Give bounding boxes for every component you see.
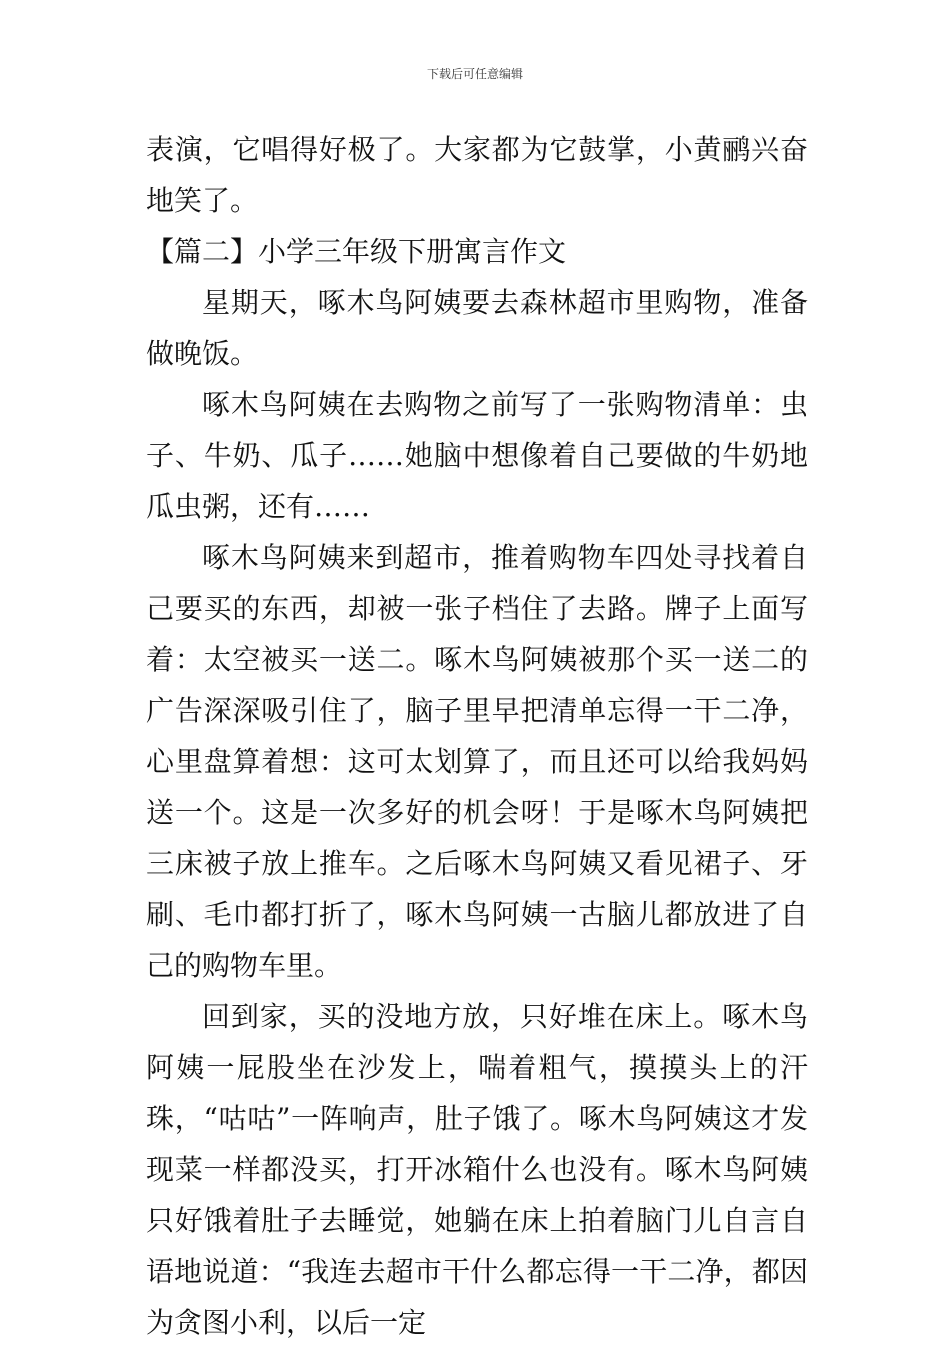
paragraph: 星期天，啄木鸟阿姨要去森林超市里购物，准备做晚饭。 xyxy=(146,286,808,370)
paragraph: 啄木鸟阿姨在去购物之前写了一张购物清单：虫子、牛奶、瓜子……她脑中想像着自己要做的牛奶地瓜虫粥，还有…… xyxy=(146,388,808,523)
document-body xyxy=(146,124,808,1348)
paragraph-continuation: 表演，它唱得好极了。大家都为它鼓掌，小黄鹂兴奋地笑了。 xyxy=(146,133,808,217)
paragraph: 回到家，买的没地方放，只好堆在床上。啄木鸟阿姨一屁股坐在沙发上，喘着粗气，摸摸头上的汗珠，“咕咕”一阵响声，肚子饿了。啄木鸟阿姨这才发现菜一样都没买，打开冰箱什么也没有。啄木鸟阿姨只好饿着肚子去睡觉，她躺在床上拍着脑门儿自言自语地说道：“我连去超市干什么都忘得一干二净，都因为贪图小利，以后一定 xyxy=(146,1000,808,1339)
paragraph: 啄木鸟阿姨来到超市，推着购物车四处寻找着自己要买的东西，却被一张子档住了去路。牌子上面写着：太空被买一送二。啄木鸟阿姨被那个买一送二的广告深深吸引住了，脑子里早把清单忘得一干二净，心里盘算着想：这可太划算了，而且还可以给我妈妈送一个。这是一次多好的机会呀！于是啄木鸟阿姨把三床被子放上推车。之后啄木鸟阿姨又看见裙子、牙刷、毛巾都打折了，啄木鸟阿姨一古脑儿都放进了自己的购物车里。 xyxy=(146,541,808,982)
section-heading: 【篇二】小学三年级下册寓言作文 xyxy=(146,235,567,268)
page-header: 下载后可任意编辑 xyxy=(426,67,523,81)
